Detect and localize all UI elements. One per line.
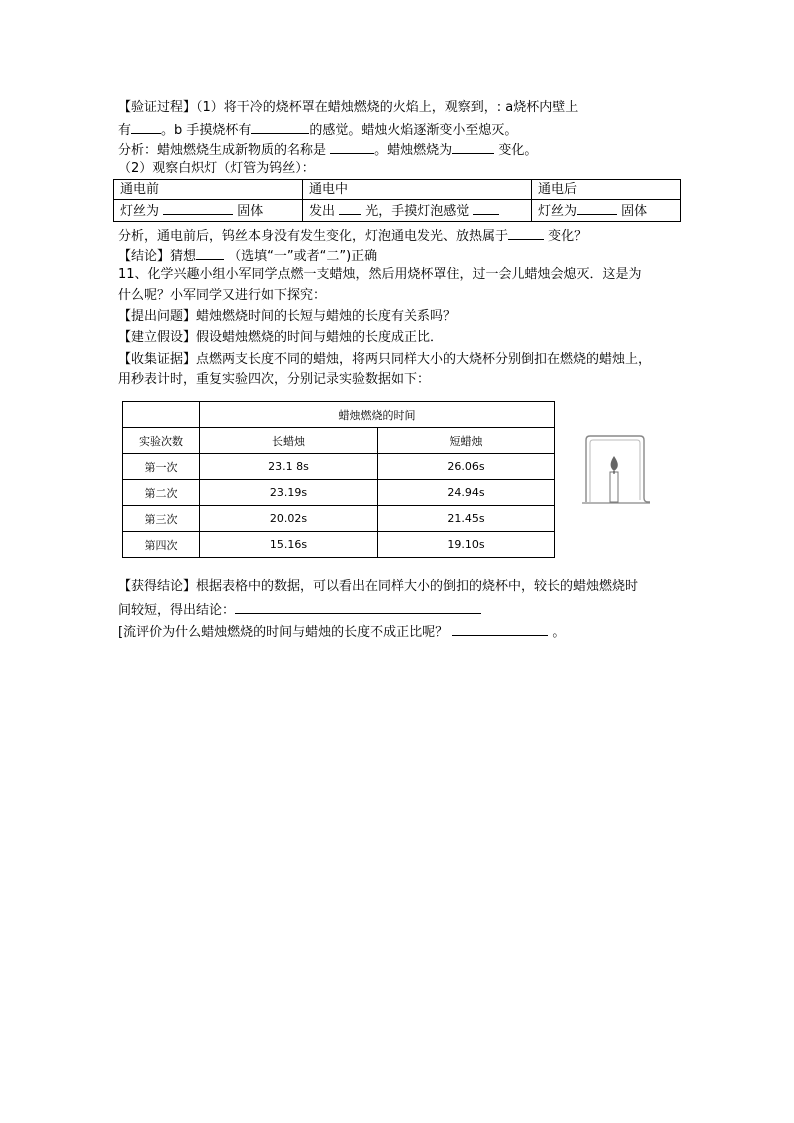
table-row [123,506,555,532]
table-cell [114,200,303,222]
get-conclusion-line [118,578,638,596]
answer-blank[interactable] [196,245,224,260]
collect-evidence-line [118,371,430,389]
text: 。蜡烛燃烧为 [374,143,453,158]
header-cell: 短蜡烛 [378,428,555,454]
text: 用秒表计时，重复实验四次，分别记录实验数据如下： [118,372,431,387]
table-cell: 第三次 [123,506,200,532]
text: 分析，通电前后，钨丝本身没有发生变化，灯泡通电发光、放热属于 [118,229,509,244]
text: 。b 手摸烧杯有 [161,123,252,138]
raise-question-line [118,308,456,326]
text: 灯丝为 [120,204,160,219]
answer-blank[interactable] [577,200,617,215]
table-header-row [114,180,681,200]
text: 分析：蜡烛燃烧生成新物质的名称是 [118,143,327,158]
table-cell: 第一次 [123,454,200,480]
text: 【提出问题】蜡烛燃烧时间的长短与蜡烛的长度有关系吗？ [118,309,457,324]
header-cell: 通电后 [532,180,681,200]
answer-blank[interactable] [452,621,548,636]
get-conclusion-line [118,599,481,620]
answer-blank[interactable] [131,119,161,134]
text: 的感觉。蜡烛火焰逐渐变小至熄灭。 [309,123,518,138]
text: 间较短，得出结论： [118,603,236,618]
text: 【建立假设】假设蜡烛燃烧的时间与蜡烛的长度成正比． [118,330,444,345]
text: 变化。 [498,143,538,158]
candle-burning-time-table [122,401,555,558]
header-cell: 通电中 [303,180,532,200]
observe-bulb-line [118,160,315,178]
table-cell: 23.19s [200,480,378,506]
observation-line [118,119,517,140]
table-cell [303,200,532,222]
text: （2）观察白炽灯（灯管为钨丝）： [118,161,315,176]
text: 有 [118,123,132,138]
header-cell: 长蜡烛 [200,428,378,454]
header-cell: 蜡烛燃烧的时间 [200,402,555,428]
answer-blank[interactable] [452,139,494,154]
text: 光，手摸灯泡感觉 [365,204,470,219]
table-cell: 21.45s [378,506,555,532]
table-header-row [123,428,555,454]
text: 灯丝为 [538,204,578,219]
text: 发出 [309,204,336,219]
header-cell: 通电前 [114,180,303,200]
collect-evidence-line [118,351,651,369]
answer-blank[interactable] [339,200,361,215]
table-row [114,200,681,222]
answer-blank[interactable] [163,200,233,215]
empty-cell [123,402,200,428]
analysis-bulb-line [118,225,587,246]
text: 固体 [621,204,648,219]
table-cell: 第二次 [123,480,200,506]
conclusion-line [118,245,377,266]
table-cell: 20.02s [200,506,378,532]
hypothesis-line [118,329,443,347]
answer-blank[interactable] [330,139,374,154]
analysis-line [118,139,537,160]
table-row [123,454,555,480]
question-11-line [118,287,326,305]
bulb-observation-table [113,179,681,222]
table-row [123,532,555,558]
answer-blank[interactable] [235,599,481,614]
text: 什么呢？小军同学又进行如下探究： [118,288,327,303]
verify-process-line [118,99,578,117]
text: 变化？ [548,229,588,244]
text: 【收集证据】点燃两支长度不同的蜡烛，将两只同样大小的大烧杯分别倒扣在燃烧的蜡烛上， [118,352,652,367]
text: 【结论】猜想 [118,249,197,264]
evaluation-line [118,621,565,642]
text: 【获得结论】根据表格中的数据，可以看出在同样大小的倒扣的烧杯中，较长的蜡烛燃烧时 [118,579,639,594]
table-cell: 第四次 [123,532,200,558]
header-cell: 实验次数 [123,428,200,454]
text: [流评价为什么蜡烛燃烧的时间与蜡烛的长度不成正比呢？ [118,625,449,640]
table-cell: 23.1 8s [200,454,378,480]
answer-blank[interactable] [473,200,499,215]
beaker-over-candle-illustration [580,432,652,510]
text: 【验证过程】（1）将干冷的烧杯罩在蜡烛燃烧的火焰上，观察到，: a烧杯内壁上 [118,100,579,115]
table-cell: 19.10s [378,532,555,558]
answer-blank[interactable] [251,119,309,134]
answer-blank[interactable] [508,225,544,240]
text: 11、化学兴趣小组小军同学点燃一支蜡烛，然后用烧杯罩住，过一会儿蜡烛会熄灭．这是为 [118,267,642,282]
table-cell [532,200,681,222]
table-cell: 26.06s [378,454,555,480]
question-11-line [118,266,642,284]
text: 。 [552,625,566,640]
table-cell: 15.16s [200,532,378,558]
table-header-row [123,402,555,428]
text: 固体 [237,204,264,219]
table-cell: 24.94s [378,480,555,506]
table-row [123,480,555,506]
text: （选填“一”或者“二”)正确 [228,249,378,264]
